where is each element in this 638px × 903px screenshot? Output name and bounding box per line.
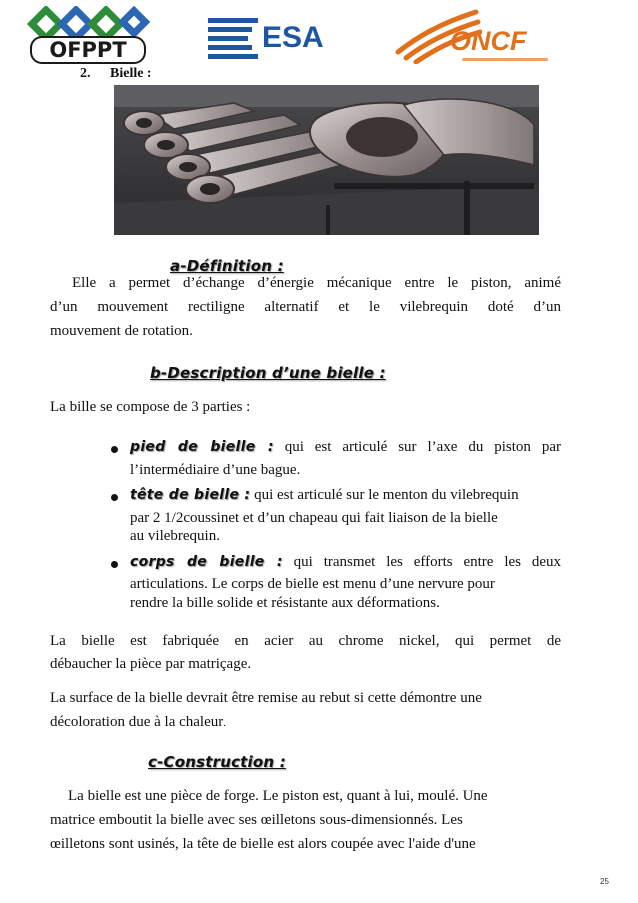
- definition-heading: a-Définition :: [170, 257, 284, 275]
- bullet-dot: [111, 494, 118, 501]
- bullet-term-corps: corps de bielle :: [130, 554, 283, 570]
- definition-line-3: mouvement de rotation.: [50, 323, 193, 339]
- bullet-dot: [111, 446, 118, 453]
- paragraph-2-text: décoloration due à la chaleur: [50, 714, 224, 730]
- bullet-corps-line-3: rendre la bille solide et résistante aux déformations.: [130, 595, 440, 611]
- bullet-pied-line-1: [130, 439, 561, 456]
- bullet-pied-line-2: l’intermédiaire d’une bague.: [130, 462, 301, 478]
- bullet-term-tete: tête de bielle :: [130, 487, 251, 503]
- bullet-text-pied: qui est articulé sur l’axe du piston par: [284, 439, 561, 455]
- bullet-corps-line-2: articulations. Le corps de bielle est menu d’une nervure pour: [130, 576, 495, 592]
- bullet-tete-line-1: [130, 487, 561, 504]
- bullet-tete-line-2: par 2 1/2coussinet et d’un chapeau qui fait liaison de la bielle: [130, 510, 498, 526]
- oncf-logo: [392, 8, 572, 68]
- construction-line-1: La bielle est une pièce de forge. Le piston est, quant à lui, moulé. Une: [68, 788, 488, 804]
- description-heading: b-Description d’une bielle :: [150, 364, 386, 382]
- construction-line-3: œilletons sont usinés, la tête de bielle est alors coupée avec l'aide d'une: [50, 836, 476, 852]
- bullet-text-tete: qui est articulé sur le menton du vilebrequin: [254, 487, 519, 503]
- section-number: 2.: [80, 66, 91, 81]
- ofppt-logo: [22, 6, 150, 62]
- paragraph-2-line-1: La surface de la bielle devrait être remise au rebut si cette démontre une: [50, 690, 482, 706]
- bullet-dot: [111, 561, 118, 568]
- paragraph-1-line-1: La bielle est fabriquée en acier au chrome nickel, qui permet de: [50, 633, 561, 649]
- paragraph-1-line-2: débaucher la pièce par matriçage.: [50, 656, 252, 672]
- construction-line-2: matrice emboutit la bielle avec ses œilletons sous-dimensionnés. Les: [50, 812, 463, 828]
- bullet-term-pied: pied de bielle :: [130, 439, 274, 455]
- bullet-tete-line-3: au vilebrequin.: [130, 528, 220, 544]
- bullet-text-corps: qui transmet les efforts entre les deux: [293, 554, 562, 570]
- definition-line-1: Elle a permet d’échange d’énergie mécanique entre le piston, animé: [72, 275, 561, 291]
- construction-heading: c-Construction :: [148, 753, 286, 771]
- definition-line-2: d’un mouvement rectiligne alternatif et le vilebrequin doté d’un: [50, 299, 561, 315]
- description-intro: La bille se compose de 3 parties :: [50, 399, 251, 415]
- bullet-corps-line-1: [130, 554, 561, 571]
- paragraph-2-end: .: [223, 717, 226, 729]
- esa-logo-text: ESA: [262, 21, 324, 54]
- ofppt-logo-text: OFPPT: [32, 38, 144, 62]
- oncf-subtitle-decoration: [462, 58, 548, 61]
- esa-logo: [208, 14, 324, 64]
- page-number: 25: [600, 877, 609, 886]
- paragraph-2-line-2: [50, 714, 226, 731]
- section-title: Bielle :: [110, 66, 152, 81]
- connecting-rods-photo: [114, 85, 539, 235]
- oncf-logo-text: ONCF: [450, 26, 527, 56]
